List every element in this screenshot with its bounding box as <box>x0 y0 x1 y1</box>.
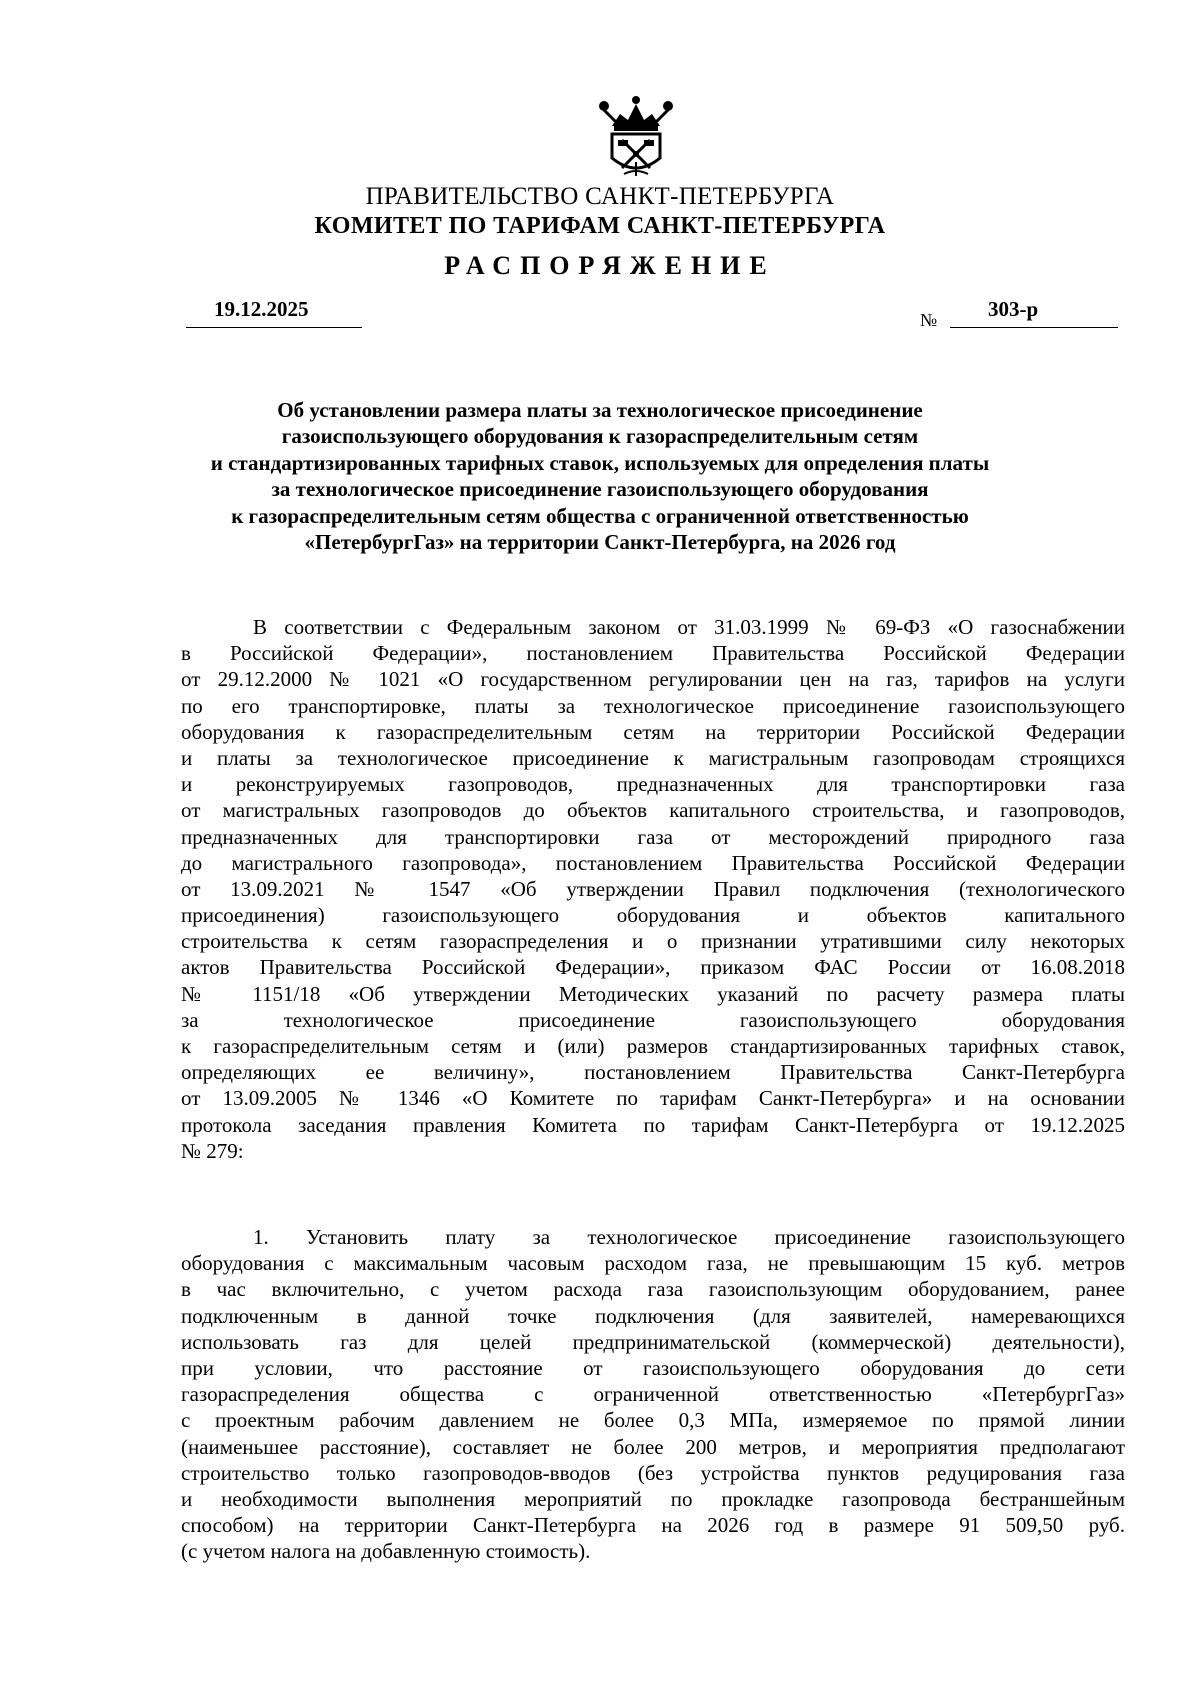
committee-name: КОМИТЕТ ПО ТАРИФАМ САНКТ-ПЕТЕРБУРГА <box>314 213 886 239</box>
item-1-line: с проектным рабочим давлением не более 0,3 МПа, измеряемое по прямой линии <box>181 1408 1125 1433</box>
item-1-line: использовать газ для целей предпринимательской (коммерческой) деятельности), <box>181 1329 1125 1354</box>
document-title <box>150 397 1050 555</box>
preamble-line: строительства к сетям газораспределения и о признании утратившими силу некоторых <box>181 929 1125 954</box>
preamble-line: до магистрального газопровода», постановлением Правительства Российской Федерации <box>181 850 1125 875</box>
item-1-paragraph <box>181 1224 1125 1564</box>
item-1-line: и необходимости выполнения мероприятий по прокладке газопровода бестраншейным <box>181 1486 1125 1511</box>
preamble-line: предназначенных для транспортировки газа от месторождений природного газа <box>181 824 1125 849</box>
preamble-line: актов Правительства Российской Федерации», приказом ФАС России от 16.08.2018 <box>181 955 1125 980</box>
preamble-line: от 13.09.2005 № 1346 «О Комитете по тарифам Санкт-Петербурга» и на основании <box>181 1086 1125 1111</box>
preamble-line: и платы за технологическое присоединение к магистральным газопроводам строящихся <box>181 745 1125 770</box>
item-1-line: 1. Установить плату за технологическое присоединение газоиспользующего <box>253 1225 1125 1249</box>
preamble-line: определяющих ее величину», постановлением Правительства Санкт-Петербурга <box>181 1060 1125 1085</box>
preamble-line: № 1151/18 «Об утверждении Методических указаний по расчету размера платы <box>181 981 1125 1006</box>
document-type-heading: РАСПОРЯЖЕНИЕ <box>444 251 776 280</box>
preamble-line: оборудования к газораспределительным сетям на территории Российской Федерации <box>181 719 1125 744</box>
number-label: № <box>920 310 938 330</box>
preamble-line: к газораспределительным сетям и (или) размеров стандартизированных тарифных ставок, <box>181 1034 1125 1058</box>
preamble-line: от 29.12.2000 № 1021 «О государственном регулировании цен на газ, тарифов на услуги <box>181 667 1125 692</box>
item-1-line: подключенным в данной точке подключения (для заявителей, намеревающихся <box>181 1303 1125 1328</box>
preamble-line: по его транспортировке, платы за технологическое присоединение газоиспользующего <box>181 693 1125 718</box>
item-1-line: способом) на территории Санкт-Петербурга на 2026 год в размере 91 509,50 руб. <box>181 1513 1125 1538</box>
title-line: «ПетербургГаз» на территории Санкт-Петербурга, на 2026 год <box>304 530 896 555</box>
preamble-line: присоединения) газоиспользующего оборудования и объектов капитального <box>181 903 1125 928</box>
preamble-line: от магистральных газопроводов до объектов капитального строительства, и газопроводов, <box>181 798 1125 823</box>
date-underline <box>186 327 362 328</box>
preamble-line: за технологическое присоединение газоиспользующего оборудования <box>181 1007 1125 1032</box>
preamble-line: в Российской Федерации», постановлением Правительства Российской Федерации <box>181 641 1125 666</box>
title-line: и стандартизированных тарифных ставок, используемых для определения платы <box>210 450 990 475</box>
preamble-line: протокола заседания правления Комитета по тарифам Санкт-Петербурга от 19.12.2025 <box>181 1112 1125 1137</box>
item-1-line: в час включительно, с учетом расхода газа газоиспользующим оборудованием, ранее <box>181 1277 1125 1302</box>
government-name: ПРАВИТЕЛЬСТВО САНКТ-ПЕТЕРБУРГА <box>365 183 835 210</box>
coat-of-arms-emblem <box>598 92 674 178</box>
title-line: к газораспределительным сетям общества с ограниченной ответственностью <box>231 503 969 528</box>
title-line: за технологическое присоединение газоиспользующего оборудования <box>271 477 929 502</box>
title-line: газоиспользующего оборудования к газораспределительным сетям <box>281 424 919 449</box>
item-1-line: оборудования с максимальным часовым расходом газа, не превышающим 15 куб. метров <box>181 1251 1125 1276</box>
preamble-line: № 279: <box>181 1138 244 1163</box>
document-date: 19.12.2025 <box>214 297 309 321</box>
item-1-line: газораспределения общества с ограниченной ответственностью «ПетербургГаз» <box>181 1382 1125 1407</box>
preamble-paragraph <box>181 614 1125 1164</box>
item-1-line: при условии, что расстояние от газоиспользующего оборудования до сети <box>181 1355 1125 1380</box>
document-number: 303-р <box>988 297 1039 321</box>
preamble-line: от 13.09.2021 № 1547 «Об утверждении Правил подключения (технологического <box>181 876 1125 901</box>
item-1-line: (с учетом налога на добавленную стоимость). <box>181 1539 591 1564</box>
title-line: Об установлении размера платы за технологическое присоединение <box>277 398 923 422</box>
number-underline <box>950 327 1118 328</box>
item-1-line: (наименьшее расстояние), составляет не более 200 метров, и мероприятия предполагают <box>181 1434 1125 1459</box>
preamble-line: В соответствии с Федеральным законом от 31.03.1999 № 69-ФЗ «О газоснабжении <box>253 615 1125 639</box>
preamble-line: и реконструируемых газопроводов, предназначенных для транспортировки газа <box>181 772 1125 797</box>
item-1-line: строительство только газопроводов-вводов (без устройства пунктов редуцирования газа <box>181 1460 1125 1485</box>
